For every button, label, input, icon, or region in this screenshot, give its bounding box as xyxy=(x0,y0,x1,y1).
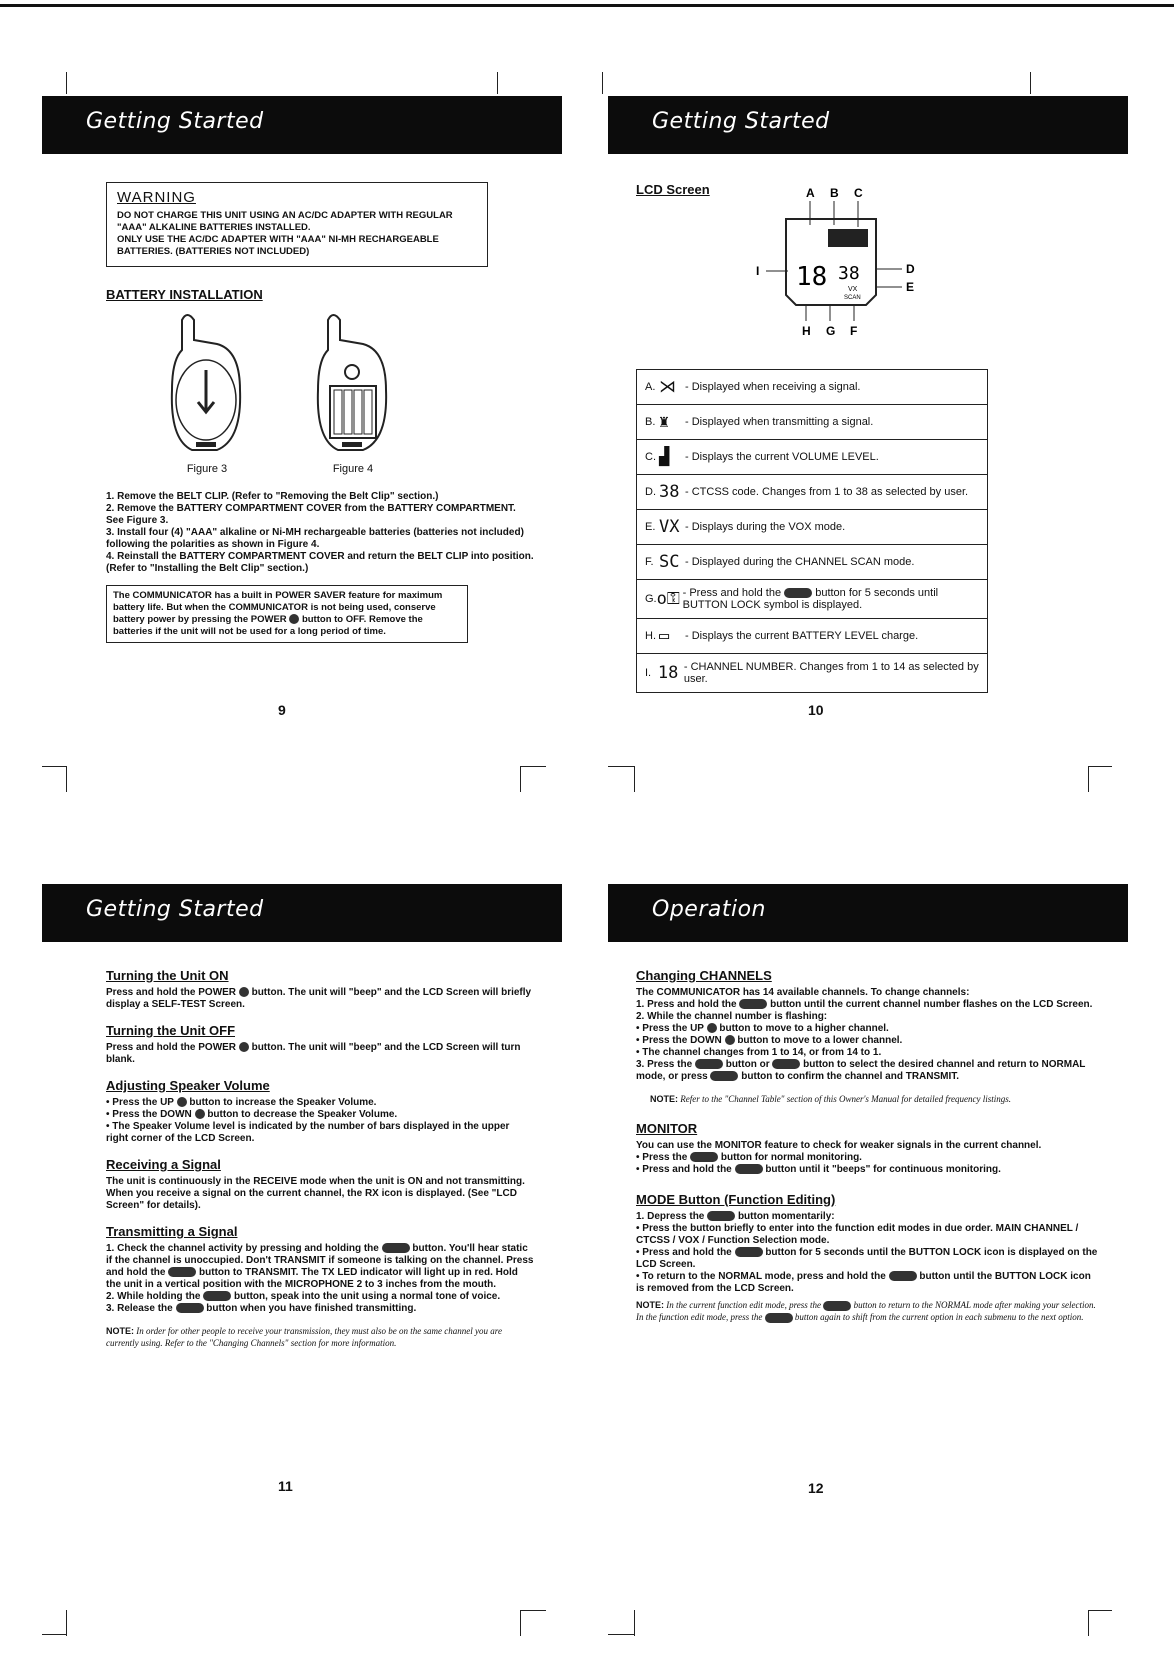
lcd-channel: 18 xyxy=(796,262,828,292)
crop-mark xyxy=(1088,1610,1112,1611)
power-saver-text: The COMMUNICATOR has a built in POWER SAVER feature for maximum battery life. But when the COMMUNICATOR is not being used, conserve battery power by pressing the POWER xyxy=(113,590,443,625)
volume-text-2: button to increase the Speaker Volume. xyxy=(189,1097,377,1108)
crop-mark xyxy=(520,1610,521,1636)
row-letter: F. xyxy=(645,556,654,568)
row-text: - CHANNEL NUMBER. Changes from 1 to 14 as selected by user. xyxy=(683,661,979,685)
rx-icon: ⋊ xyxy=(659,377,676,397)
vox-icon: VX xyxy=(659,517,680,537)
note-text: In order for other people to receive your transmission, they must also be on the same channel you are currently using. Refer to the "Changing Channels" section for more information. xyxy=(106,1326,502,1348)
row-letter: A. xyxy=(645,381,656,393)
page-9 xyxy=(42,70,562,718)
page-header xyxy=(42,96,562,154)
turn-off-text: Press and hold the POWER xyxy=(106,1042,237,1053)
callout-label: I xyxy=(756,264,760,278)
warning-box xyxy=(106,182,488,267)
list-item: 4. Reinstall the BATTERY COMPARTMENT COVER and return the BELT CLIP into position. (Refer to "Installing the Belt Clip" section.) xyxy=(106,551,534,574)
monitor-text: • Press the xyxy=(636,1152,688,1163)
mode-text: 1. Depress the xyxy=(636,1211,705,1222)
volume-text: • Press the UP xyxy=(106,1097,174,1108)
list-item: 2. Remove the BATTERY COMPARTMENT COVER from the BATTERY COMPARTMENT. See Figure 3. xyxy=(106,503,516,526)
callout-label: F xyxy=(850,324,858,337)
channels-title: Changing CHANNELS xyxy=(636,968,772,983)
figure-3-caption: Figure 3 xyxy=(186,463,228,475)
channels-text: 3. Press the xyxy=(636,1059,693,1070)
receiving-text: The unit is continuously in the RECEIVE mode when the unit is ON and not transmitting. When you receive a signal on the current channel, the RX icon is displayed. (See "LCD Screen" for details). xyxy=(106,1176,525,1211)
table-row xyxy=(637,440,987,475)
row-text: - Press and hold the xyxy=(682,587,782,599)
row-text: - CTCSS code. Changes from 1 to 38 as selected by user. xyxy=(685,486,969,498)
channels-text: • Press the UP xyxy=(636,1023,704,1034)
table-row xyxy=(637,370,987,405)
lcd-display-illustration xyxy=(726,177,1026,337)
monitor-text-2: button for normal monitoring. xyxy=(720,1152,862,1163)
channels-text-3: button to select the desired channel and return to NORMAL mode, or press xyxy=(636,1059,1086,1082)
channels-text: • Press the DOWN xyxy=(636,1035,722,1046)
row-letter: E. xyxy=(645,521,656,533)
crop-mark xyxy=(634,1610,635,1636)
channels-text-2: button until the current channel number flashes on the LCD Screen. xyxy=(770,999,1093,1010)
down-button-icon xyxy=(725,1035,735,1045)
row-text: - Displays during the VOX mode. xyxy=(685,521,846,533)
scan-icon: SC xyxy=(659,552,680,572)
battery-steps xyxy=(106,491,534,575)
channels-intro: The COMMUNICATOR has 14 available channels. To change channels: xyxy=(636,987,970,998)
warning-title: WARNING xyxy=(117,189,196,206)
turn-off-text-2: button. The unit will "beep" and the LCD Screen will turn blank. xyxy=(106,1042,521,1065)
mode-text: • Press and hold the xyxy=(636,1247,732,1258)
volume-text-2: button to decrease the Speaker Volume. xyxy=(207,1109,398,1120)
lcd-screen-title: LCD Screen xyxy=(636,182,710,197)
volume-text-3: • The Speaker Volume level is indicated by the number of bars displayed in the upper right corner of the LCD Screen. xyxy=(106,1121,510,1144)
channels-range: • The channel changes from 1 to 14, or from 14 to 1. xyxy=(636,1047,882,1058)
lcd-vx: VX xyxy=(848,286,858,293)
monitor-text-2: button until it "beeps" for continuous monitoring. xyxy=(765,1164,1001,1175)
warning-line: "AAA" ALKALINE BATTERIES INSTALLED. xyxy=(117,222,311,233)
tx-text: 3. Release the xyxy=(106,1303,173,1314)
crop-mark xyxy=(608,1634,634,1635)
callout-label: C xyxy=(854,186,863,200)
top-rule xyxy=(0,4,1174,7)
up-button-icon xyxy=(707,1023,717,1033)
mode-button-icon xyxy=(739,999,767,1009)
row-letter: C. xyxy=(645,451,656,463)
power-saver-box xyxy=(106,585,468,643)
mode-button-icon xyxy=(695,1059,723,1069)
page-number: 9 xyxy=(278,702,286,718)
page-header xyxy=(608,96,1128,154)
page-number: 10 xyxy=(808,702,824,718)
row-letter: G. xyxy=(645,593,657,605)
page-11 xyxy=(42,858,562,1494)
turn-on-text: Press and hold the POWER xyxy=(106,987,237,998)
row-text: - Displayed when receiving a signal. xyxy=(685,381,861,393)
channels-text-2: button to move to a lower channel. xyxy=(737,1035,903,1046)
callout-label: E xyxy=(906,280,915,294)
crop-mark xyxy=(602,72,603,94)
list-item: 1. Remove the BELT CLIP. (Refer to "Removing the Belt Clip" section.) xyxy=(106,491,439,502)
mode-text-2: button momentarily: xyxy=(737,1211,835,1222)
channels-text-2: button or xyxy=(725,1059,770,1070)
note-text: In the current function edit mode, press the xyxy=(666,1300,822,1310)
header-title: Getting Started xyxy=(86,897,264,922)
volume-text: • Press the DOWN xyxy=(106,1109,192,1120)
crop-mark xyxy=(520,766,521,792)
crop-mark xyxy=(608,766,634,767)
warning-line: ONLY USE THE AC/DC ADAPTER WITH "AAA" NI-MH RECHARGEABLE xyxy=(117,234,439,245)
tx-text-2: button. You'll hear static if the channel is unoccupied. Don't TRANSMIT if someone is talking on the channel. Press and hold the xyxy=(106,1243,534,1278)
mode-text-2: button for 5 seconds until the BUTTON LOCK icon is displayed on the LCD Screen. xyxy=(636,1247,1098,1270)
power-button-icon xyxy=(289,614,299,624)
crop-mark xyxy=(66,766,67,792)
page-12 xyxy=(608,858,1128,1496)
crop-mark xyxy=(1088,1610,1089,1636)
ptt-button-icon xyxy=(772,1059,800,1069)
mode-button-icon xyxy=(707,1211,735,1221)
note-label: NOTE: xyxy=(106,1326,134,1336)
callout-label: D xyxy=(906,262,915,276)
crop-mark xyxy=(66,1610,67,1636)
turn-on-text-2: button. The unit will "beep" and the LCD Screen will briefly display a SELF-TEST Screen. xyxy=(106,987,532,1010)
ctcss-icon: 38 xyxy=(659,482,680,502)
power-button-icon xyxy=(239,1042,249,1052)
note-text-2: button to return to the NORMAL mode after making your selection. In the function edit mode, press the xyxy=(636,1300,1096,1322)
table-row xyxy=(637,580,987,619)
radio-battery-compartment-illustration xyxy=(308,310,398,460)
turn-off-title: Turning the Unit OFF xyxy=(106,1023,236,1038)
row-text: - Displays the current BATTERY LEVEL charge. xyxy=(685,630,919,642)
header-title: Getting Started xyxy=(652,109,830,134)
lock-icon: o⚿ xyxy=(656,589,680,609)
channels-text-2: button to move to a higher channel. xyxy=(719,1023,889,1034)
mode-button-icon xyxy=(765,1313,793,1323)
mode-button-icon xyxy=(784,588,812,598)
figure-4 xyxy=(308,310,398,475)
tx-text-2: button, speak into the unit using a normal tone of voice. xyxy=(234,1291,501,1302)
ptt-button-icon xyxy=(710,1071,738,1081)
lcd-code: 38 xyxy=(838,263,860,284)
crop-mark xyxy=(520,1610,546,1611)
mon-button-icon xyxy=(690,1152,718,1162)
ptt-button-icon xyxy=(168,1267,196,1277)
crop-mark xyxy=(1088,766,1089,792)
callout-label: G xyxy=(826,324,836,337)
battery-icon: ▭ xyxy=(659,626,670,646)
table-row xyxy=(637,619,987,654)
page-number: 12 xyxy=(808,1480,824,1496)
row-text: - Displayed during the CHANNEL SCAN mode. xyxy=(685,556,915,568)
volume-title: Adjusting Speaker Volume xyxy=(106,1078,270,1093)
crop-mark xyxy=(42,1634,66,1635)
battery-section-title: BATTERY INSTALLATION xyxy=(106,287,263,302)
lcd-legend-table xyxy=(636,369,988,693)
note-label: NOTE: xyxy=(650,1094,678,1104)
up-button-icon xyxy=(177,1097,187,1107)
callout-label: A xyxy=(806,186,815,200)
receiving-title: Receiving a Signal xyxy=(106,1157,221,1172)
callout-label: B xyxy=(830,186,839,200)
ptt-button-icon xyxy=(176,1303,204,1313)
ptt-button-icon xyxy=(203,1291,231,1301)
warning-line: BATTERIES. (BATTERIES NOT INCLUDED) xyxy=(117,246,310,257)
row-letter: B. xyxy=(645,416,656,428)
channel-icon: 18 xyxy=(657,663,679,683)
list-item: 3. Install four (4) "AAA" alkaline or Ni-MH rechargeable batteries (batteries not included) following the polarities as shown in Figure 4. xyxy=(106,527,524,550)
table-row xyxy=(637,510,987,545)
tx-text: 1. Check the channel activity by pressing and holding the xyxy=(106,1243,379,1254)
mon-button-icon xyxy=(382,1243,410,1253)
crop-mark xyxy=(634,766,635,792)
mon-button-icon xyxy=(735,1164,763,1174)
radio-back-cover-illustration xyxy=(162,310,252,460)
row-text: - Displayed when transmitting a signal. xyxy=(685,416,874,428)
row-text-2: button for 5 seconds until BUTTON LOCK symbol is displayed. xyxy=(682,587,939,611)
figure-4-caption: Figure 4 xyxy=(332,463,374,475)
mode-button-icon xyxy=(889,1271,917,1281)
mode-step-2: • Press the button briefly to enter into the function edit modes in due order. MAIN CHANNEL / CTCSS / VOX / Function Selection mode. xyxy=(636,1223,1079,1246)
ptt-button-icon xyxy=(823,1301,851,1311)
page-number: 11 xyxy=(278,1478,293,1494)
row-text: - Displays the current VOLUME LEVEL. xyxy=(685,451,879,463)
table-row xyxy=(637,545,987,580)
crop-mark xyxy=(520,766,546,767)
table-row xyxy=(637,654,987,692)
tx-text-2: button when you have finished transmitting. xyxy=(206,1303,417,1314)
tx-icon: ♜ xyxy=(659,412,670,432)
tx-text-3: button to TRANSMIT. The TX LED indicator will light up in red. Hold the unit in a vertical position with the MICROPHONE 2 to 3 inches from the mouth. xyxy=(106,1267,518,1290)
volume-bars-icon xyxy=(828,229,868,247)
channels-text-4: button to confirm the channel and TRANSMIT. xyxy=(741,1071,960,1082)
power-saver-text-2: button to OFF. Remove the batteries if the unit will not be used for a long period of time. xyxy=(113,614,423,637)
mode-button-icon xyxy=(735,1247,763,1257)
monitor-text: • Press and hold the xyxy=(636,1164,732,1175)
lcd-scan: SCAN xyxy=(844,295,861,301)
transmitting-title: Transmitting a Signal xyxy=(106,1224,238,1239)
page-header xyxy=(608,884,1128,942)
note-text: Refer to the "Channel Table" section of this Owner's Manual for detailed frequency listings. xyxy=(680,1094,1012,1104)
down-button-icon xyxy=(195,1109,205,1119)
row-letter: D. xyxy=(645,486,656,498)
monitor-title: MONITOR xyxy=(636,1121,698,1136)
mode-title: MODE Button (Function Editing) xyxy=(636,1192,836,1207)
header-title: Operation xyxy=(652,897,766,922)
turn-on-title: Turning the Unit ON xyxy=(106,968,229,983)
volume-icon: ▟ xyxy=(659,447,670,467)
channels-step-2: 2. While the channel number is flashing: xyxy=(636,1011,828,1022)
note-text-3: button again to shift from the current option in each submenu to the next option. xyxy=(794,1312,1084,1322)
row-letter: H. xyxy=(645,630,656,642)
page-header xyxy=(42,884,562,942)
header-title: Getting Started xyxy=(86,109,264,134)
tx-text: 2. While holding the xyxy=(106,1291,201,1302)
callout-label: H xyxy=(802,324,811,337)
warning-line: DO NOT CHARGE THIS UNIT USING AN AC/DC ADAPTER WITH REGULAR xyxy=(117,210,453,221)
crop-mark xyxy=(1088,766,1112,767)
crop-mark xyxy=(42,766,66,767)
table-row xyxy=(637,475,987,510)
mode-text-2: button until the BUTTON LOCK icon is removed from the LCD Screen. xyxy=(636,1271,1091,1294)
power-button-icon xyxy=(239,987,249,997)
table-row xyxy=(637,405,987,440)
row-letter: I. xyxy=(645,667,652,679)
mode-text: • To return to the NORMAL mode, press and hold the xyxy=(636,1271,886,1282)
note-label: NOTE: xyxy=(636,1300,664,1310)
figure-3 xyxy=(162,310,252,475)
page-10 xyxy=(608,70,1128,718)
channels-text: 1. Press and hold the xyxy=(636,999,737,1010)
monitor-intro: You can use the MONITOR feature to check for weaker signals in the current channel. xyxy=(636,1140,1042,1151)
